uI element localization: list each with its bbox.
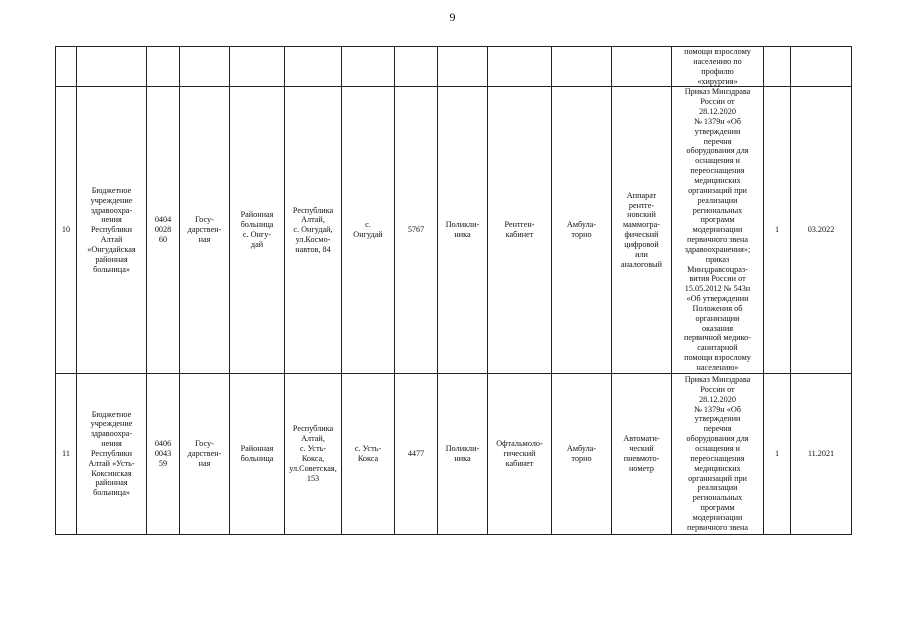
cell-quantity: 1 [764,373,791,534]
cell-facility: Районная больница [230,373,285,534]
cell-empty [612,47,672,87]
cell-locality: с. Онгудай [342,87,395,373]
cell-empty [342,47,395,87]
cell-date: 11.2021 [791,373,852,534]
cell-empty [552,47,612,87]
cell-empty [395,47,438,87]
cell-equipment: Автомати- ческий пневмото- нометр [612,373,672,534]
cell-care-type: Амбула- торно [552,87,612,373]
page-number: 9 [449,10,456,24]
cell-unit: Поликли- ника [438,373,488,534]
cell-room: Офтальмоло- гический кабинет [488,373,552,534]
cell-empty [791,47,852,87]
cell-ownership: Госу- дарствен- ная [180,87,230,373]
cell-date: 03.2022 [791,87,852,373]
cell-empty [77,47,147,87]
cell-empty [488,47,552,87]
cell-quantity: 1 [764,87,791,373]
table-row-continuation [56,47,852,87]
cell-room: Рентген- кабинет [488,87,552,373]
cell-address: Республика Алтай, с. Усть- Кокса, ул.Советская, 153 [285,373,342,534]
cell-empty [285,47,342,87]
cell-care-type: Амбула- торно [552,373,612,534]
cell-ownership: Госу- дарствен- ная [180,373,230,534]
table-row [56,373,852,534]
cell-row-number: 10 [56,87,77,373]
cell-unit: Поликли- ника [438,87,488,373]
equipment-table [55,46,852,535]
cell-locality: с. Усть- Кокса [342,373,395,534]
cell-organization: Бюджетное учреждение здравоохра- нения Республики Алтай «Онгудайская районная больница» [77,87,147,373]
cell-empty [56,47,77,87]
cell-empty [764,47,791,87]
cell-facility: Районная больница с. Онгу- дай [230,87,285,373]
cell-equipment: Аппарат рентге- новский маммогра- фический цифровой или аналоговый [612,87,672,373]
cell-population: 4477 [395,373,438,534]
cell-legal-basis: Приказ Минздрава России от 28.12.2020 № 1379н «Об утверждении перечня оборудования для оснащения и переоснащения медицинских организаций при реализации региональных программ модернизации первичного звена [672,373,764,534]
cell-empty [180,47,230,87]
cell-legal-basis: Приказ Минздрава России от 28.12.2020 № 1379н «Об утверждении перечня оборудования для оснащения и переоснащения медицинских организаций при реализации региональных программ модернизации первичного звена здравоохранения»; приказ Минздравсоцраз- вития России от 15.05.2012 № 543н «Об утверждении Положения об организации оказания первичной медико- санитарной помощи взрослому населению» [672,87,764,373]
cell-row-number: 11 [56,373,77,534]
table-row [56,87,852,373]
cell-address: Республика Алтай, с. Онгудай, ул.Космо- навтов, 84 [285,87,342,373]
cell-empty [230,47,285,87]
cell-population: 5767 [395,87,438,373]
cell-legal-basis: помощи взрослому населению по профилю «хирургия» [672,47,764,87]
cell-empty [438,47,488,87]
cell-code: 0404 0028 60 [147,87,180,373]
cell-empty [147,47,180,87]
cell-organization: Бюджетное учреждение здравоохра- нения Республики Алтай «Усть- Коксинская районная больница» [77,373,147,534]
cell-code: 0406 0043 59 [147,373,180,534]
